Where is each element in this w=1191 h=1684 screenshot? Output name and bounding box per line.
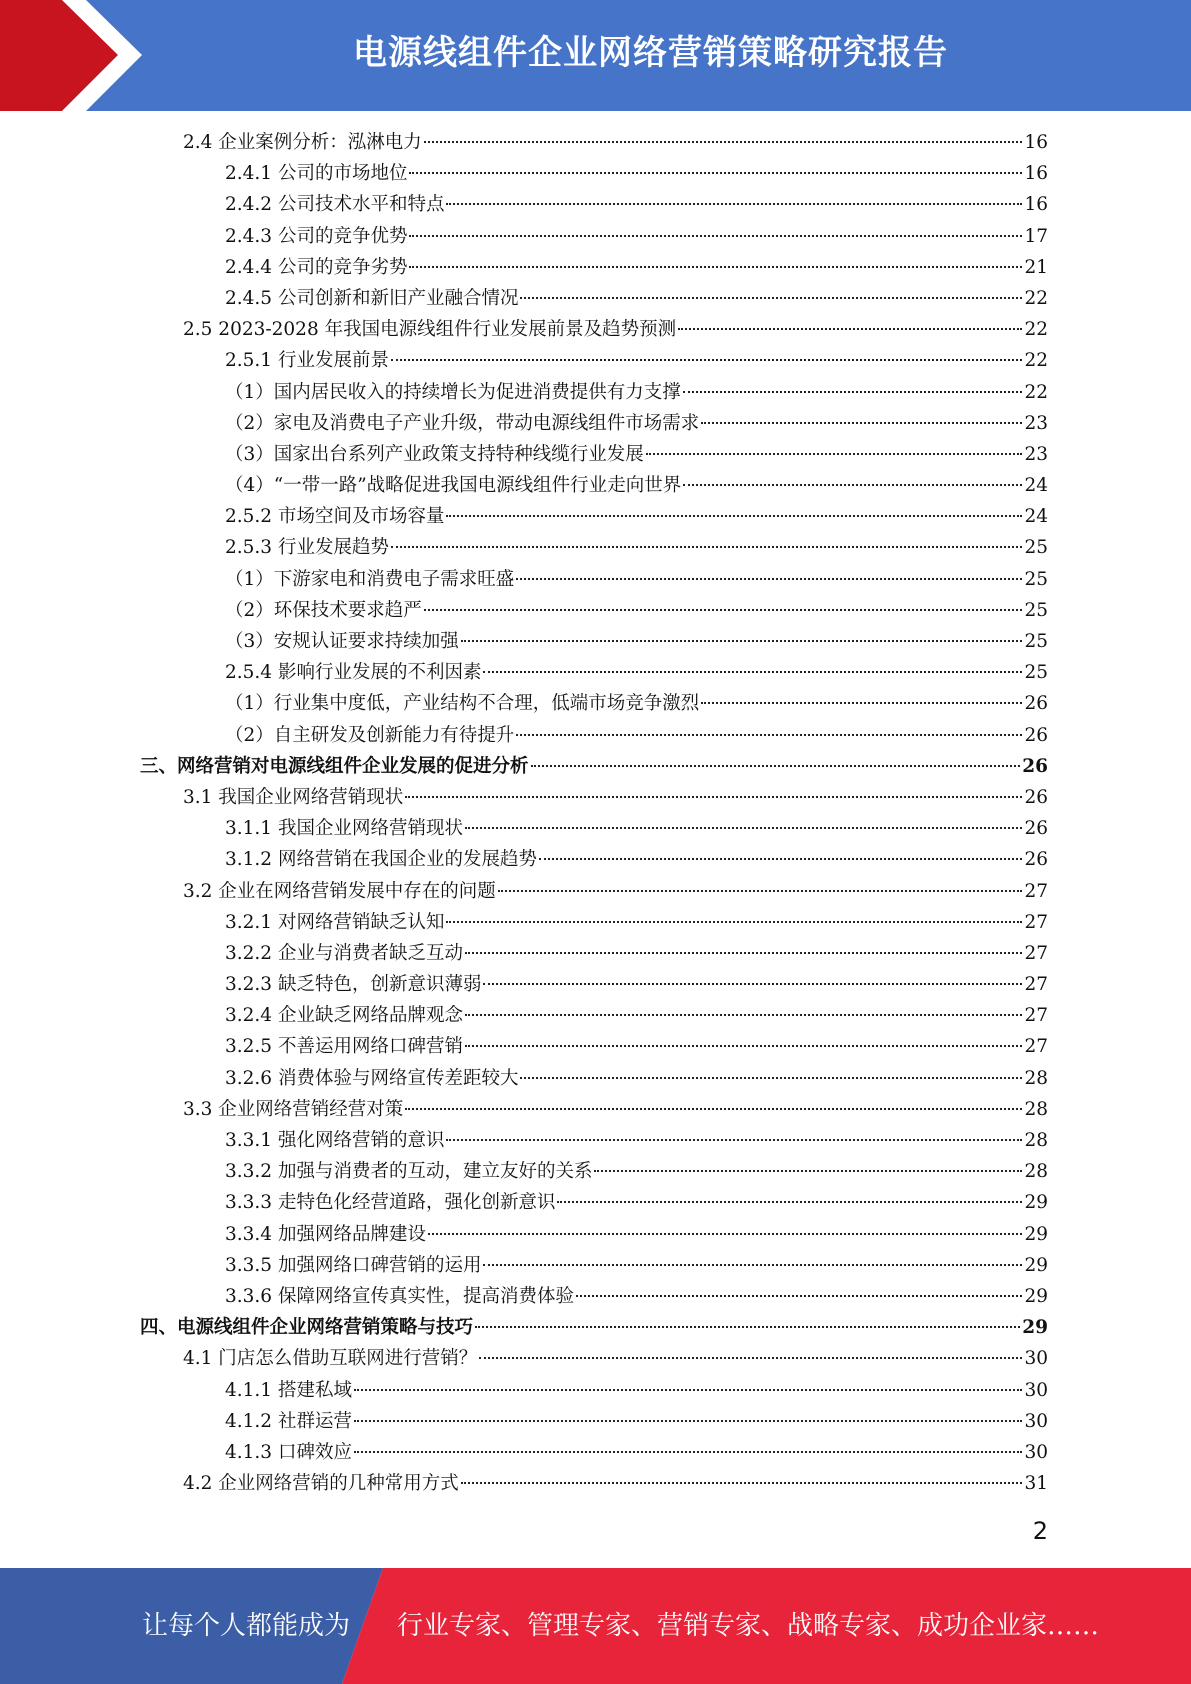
toc-dot-leader [446,203,1022,205]
toc-entry-page: 24 [1024,506,1048,528]
toc-entry-page: 28 [1024,1161,1048,1183]
toc-dot-leader [391,546,1022,548]
toc-entry-title: 2.5.4 影响行业发展的不利因素 [225,662,482,684]
toc-dot-leader [405,796,1022,798]
toc-entry-title: 四、电源线组件企业网络营销策略与技巧 [140,1317,474,1339]
toc-entry[interactable] [140,1250,1048,1281]
toc-entry[interactable] [140,221,1048,252]
toc-dot-leader [475,1326,1020,1328]
toc-entry-page: 21 [1024,256,1048,278]
toc-dot-leader [354,1420,1023,1422]
toc-entry[interactable] [140,1000,1048,1031]
toc-dot-leader [516,578,1022,580]
toc-entry[interactable] [140,813,1048,844]
toc-entry[interactable] [140,876,1048,907]
toc-entry-title: （2）环保技术要求趋严 [225,599,422,621]
toc-entry[interactable] [140,127,1048,158]
toc-entry-title: 4.1.3 口碑效应 [225,1441,352,1463]
toc-entry-page: 16 [1024,132,1048,153]
toc-entry-page: 25 [1024,537,1048,559]
table-of-contents [140,127,1048,1499]
toc-entry[interactable] [140,1219,1048,1250]
footer-slogan-right: 行业专家、管理专家、营销专家、战略专家、成功企业家…… [397,1611,1100,1641]
toc-entry[interactable] [140,1094,1048,1125]
toc-dot-leader [428,1233,1022,1235]
toc-entry[interactable] [140,782,1048,813]
toc-entry-title: 3.3.1 强化网络营销的意识 [225,1130,445,1151]
toc-entry[interactable] [140,1468,1048,1499]
toc-entry[interactable] [140,1312,1048,1343]
toc-entry[interactable] [140,720,1048,751]
toc-entry[interactable] [140,751,1048,782]
toc-dot-leader [465,1014,1022,1016]
toc-entry-page: 26 [1024,724,1048,746]
toc-dot-leader [520,297,1022,299]
toc-entry-page: 27 [1024,911,1048,933]
toc-entry-page: 23 [1024,443,1048,465]
toc-dot-leader [424,141,1023,143]
toc-dot-leader [576,1295,1022,1297]
toc-entry-page: 30 [1024,1348,1048,1370]
toc-dot-leader [446,515,1022,517]
toc-entry-page: 27 [1024,1005,1048,1027]
toc-dot-leader [701,702,1022,704]
toc-entry[interactable] [140,1187,1048,1218]
toc-entry-page: 23 [1024,412,1048,434]
toc-dot-leader [446,921,1022,923]
toc-entry-title: 4.1.2 社群运营 [225,1410,352,1432]
toc-dot-leader [701,422,1022,424]
toc-entry[interactable] [140,158,1048,189]
toc-dot-leader [479,1357,1022,1359]
toc-entry-title: 3.2.5 不善运用网络口碑营销 [225,1036,463,1058]
toc-entry-title: 三、网络营销对电源线组件企业发展的促进分析 [140,755,529,777]
toc-dot-leader [465,952,1022,954]
toc-dot-leader [391,359,1022,361]
toc-entry-title: 2.4 企业案例分析：泓淋电力 [183,132,422,153]
toc-entry-page: 25 [1024,631,1048,652]
toc-entry-page: 29 [1024,1285,1048,1307]
header-red-chevron [0,0,160,111]
toc-entry-title: 3.1.2 网络营销在我国企业的发展趋势 [225,849,537,871]
document-title: 电源线组件企业网络营销策略研究报告 [353,33,948,73]
toc-entry-page: 30 [1024,1441,1048,1463]
toc-entry-page: 24 [1024,475,1048,497]
toc-entry-title: 2.4.2 公司技术水平和特点 [225,194,445,216]
toc-entry-title: 3.2.1 对网络营销缺乏认知 [225,911,445,933]
toc-entry-title: （1）下游家电和消费电子需求旺盛 [225,568,515,590]
toc-entry-page: 30 [1024,1410,1048,1432]
toc-entry-title: （2）家电及消费电子产业升级，带动电源线组件市场需求 [225,412,700,434]
toc-entry[interactable] [140,626,1048,657]
toc-entry[interactable] [140,688,1048,719]
toc-dot-leader [683,391,1023,393]
toc-entry-title: （3）安规认证要求持续加强 [225,631,459,652]
toc-dot-leader [683,484,1022,486]
toc-entry-title: 3.3.4 加强网络品牌建设 [225,1223,426,1245]
toc-entry-page: 22 [1024,319,1048,341]
toc-entry[interactable] [140,907,1048,938]
toc-entry-title: 3.1 我国企业网络营销现状 [183,786,404,808]
toc-dot-leader [405,1108,1022,1110]
toc-entry[interactable] [140,1281,1048,1312]
toc-entry-title: 4.2 企业网络营销的几种常用方式 [183,1473,459,1495]
toc-entry[interactable] [140,1343,1048,1374]
toc-entry[interactable] [140,1031,1048,1062]
toc-entry[interactable] [140,189,1048,220]
toc-entry[interactable] [140,252,1048,283]
toc-entry-title: 2.4.3 公司的竞争优势 [225,225,408,247]
toc-dot-leader [678,328,1022,330]
toc-entry-page: 29 [1024,1254,1048,1276]
toc-dot-leader [354,1389,1023,1391]
toc-entry[interactable] [140,377,1048,408]
toc-entry-page: 22 [1024,350,1048,372]
toc-entry-page: 27 [1024,1036,1048,1058]
toc-dot-leader [461,640,1023,642]
toc-entry[interactable] [140,1406,1048,1437]
toc-entry-title: （2）自主研发及创新能力有待提升 [225,724,515,746]
toc-dot-leader [557,1201,1022,1203]
toc-dot-leader [354,1451,1023,1453]
toc-entry[interactable] [140,501,1048,532]
toc-entry-title: 3.2.4 企业缺乏网络品牌观念 [225,1005,463,1027]
toc-entry-title: 3.3 企业网络营销经营对策 [183,1098,404,1120]
page-number: 2 [1032,1517,1048,1545]
toc-entry-page: 25 [1024,662,1048,684]
toc-dot-leader [446,1139,1022,1141]
toc-dot-leader [539,858,1022,860]
toc-entry-page: 26 [1022,755,1048,777]
toc-dot-leader [516,734,1022,736]
toc-entry-page: 25 [1024,568,1048,590]
toc-entry[interactable] [140,1125,1048,1156]
toc-entry[interactable] [140,1437,1048,1468]
toc-entry-page: 28 [1024,1067,1048,1089]
toc-entry-title: 3.2 企业在网络营销发展中存在的问题 [183,880,496,902]
toc-entry-title: （3）国家出台系列产业政策支持特种线缆行业发展 [225,443,644,465]
toc-entry[interactable] [140,657,1048,688]
toc-dot-leader [409,235,1022,237]
toc-entry-title: 3.3.6 保障网络宣传真实性，提高消费体验 [225,1285,574,1307]
toc-entry-title: 2.5.1 行业发展前景 [225,350,389,372]
toc-entry-page: 22 [1024,381,1048,403]
toc-entry[interactable] [140,532,1048,563]
toc-dot-leader [483,671,1022,673]
toc-entry[interactable] [140,1375,1048,1406]
toc-entry[interactable] [140,844,1048,875]
toc-dot-leader [646,453,1023,455]
toc-entry-page: 25 [1024,599,1048,621]
toc-entry-page: 26 [1024,693,1048,715]
toc-entry-page: 27 [1024,880,1048,902]
toc-entry-title: 2.4.5 公司创新和新旧产业融合情况 [225,287,519,309]
toc-dot-leader [465,1045,1022,1047]
toc-entry[interactable] [140,283,1048,314]
toc-dot-leader [424,609,1023,611]
toc-entry[interactable] [140,595,1048,626]
toc-dot-leader [483,1264,1022,1266]
toc-entry-page: 28 [1024,1098,1048,1120]
toc-entry[interactable] [140,439,1048,470]
toc-entry-title: 3.3.3 走特色化经营道路，强化创新意识 [225,1192,556,1214]
toc-entry[interactable] [140,345,1048,376]
toc-entry-title: 2.4.4 公司的竞争劣势 [225,256,408,278]
toc-dot-leader [520,1077,1022,1079]
toc-entry-page: 17 [1024,225,1048,247]
toc-entry-page: 27 [1024,942,1048,964]
toc-entry-title: 3.3.2 加强与消费者的互动，建立友好的关系 [225,1161,593,1183]
toc-entry-title: 2.5 2023-2028 年我国电源线组件行业发展前景及趋势预测 [183,319,677,341]
toc-entry-title: 4.1.1 搭建私域 [225,1379,352,1401]
toc-entry-title: 2.5.2 市场空间及市场容量 [225,506,445,528]
toc-entry-page: 22 [1024,287,1048,309]
toc-entry-page: 26 [1024,818,1048,840]
toc-entry-title: 2.5.3 行业发展趋势 [225,537,389,559]
header-banner [0,0,1191,111]
toc-entry-page: 30 [1024,1379,1048,1401]
toc-entry-title: 3.2.3 缺乏特色，创新意识薄弱 [225,974,482,996]
toc-dot-leader [409,266,1022,268]
toc-dot-leader [498,890,1023,892]
toc-entry-title: （1）国内居民收入的持续增长为促进消费提供有力支撑 [225,381,681,403]
toc-entry-page: 31 [1024,1473,1048,1495]
toc-entry-page: 26 [1024,786,1048,808]
toc-entry-title: 2.4.1 公司的市场地位 [225,163,408,185]
toc-entry[interactable] [140,470,1048,501]
toc-entry-title: 3.3.5 加强网络口碑营销的运用 [225,1254,482,1276]
toc-entry-title: （1）行业集中度低，产业结构不合理，低端市场竞争激烈 [225,693,700,715]
toc-entry[interactable] [140,1063,1048,1094]
toc-entry-page: 26 [1024,849,1048,871]
toc-entry-page: 29 [1024,1223,1048,1245]
toc-dot-leader [461,1482,1023,1484]
toc-entry-title: 3.2.6 消费体验与网络宣传差距较大 [225,1067,519,1089]
toc-entry[interactable] [140,969,1048,1000]
toc-dot-leader [483,983,1022,985]
toc-entry-title: 3.1.1 我国企业网络营销现状 [225,818,463,840]
toc-entry-page: 16 [1024,163,1048,185]
toc-entry-page: 16 [1024,194,1048,216]
toc-entry[interactable] [140,314,1048,345]
toc-entry[interactable] [140,564,1048,595]
toc-entry-page: 28 [1024,1130,1048,1151]
toc-entry-page: 27 [1024,974,1048,996]
toc-entry-title: 4.1 门店怎么借助互联网进行营销？ [183,1348,478,1370]
toc-entry[interactable] [140,1156,1048,1187]
toc-entry-title: 3.2.2 企业与消费者缺乏互动 [225,942,463,964]
toc-entry-page: 29 [1024,1192,1048,1214]
toc-entry[interactable] [140,938,1048,969]
footer-slogan-left: 让每个人都能成为 [142,1611,351,1641]
toc-dot-leader [531,765,1021,767]
toc-entry[interactable] [140,408,1048,439]
toc-dot-leader [594,1170,1022,1172]
toc-entry-page: 29 [1022,1317,1048,1339]
toc-dot-leader [409,172,1022,174]
toc-entry-title: （4）“一带一路”战略促进我国电源线组件行业走向世界 [225,475,682,497]
toc-dot-leader [465,827,1022,829]
